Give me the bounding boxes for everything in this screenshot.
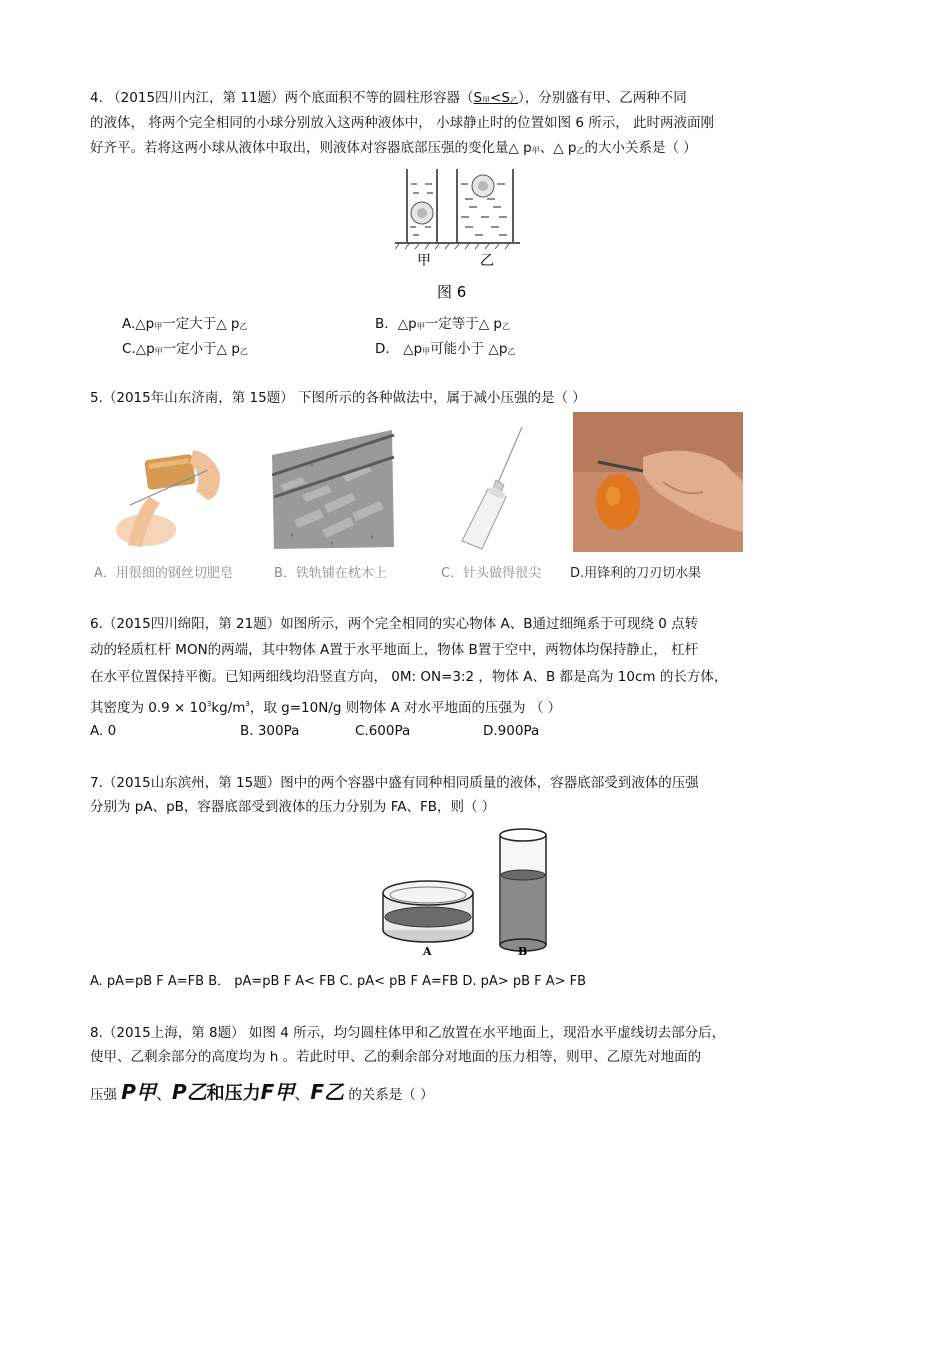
- q4-option-c: C.△p甲一定小于△ p乙: [122, 341, 248, 357]
- q6-option-c: C.600Pa: [355, 723, 411, 739]
- q5-caption-c: C．针头做得很尖: [441, 566, 542, 581]
- container-a: [383, 881, 473, 942]
- q5-line1: 5.（2015年山东济南，第 15题） 下图所示的各种做法中，属于减小压强的是（ ）: [90, 390, 586, 406]
- q6-option-b: B. 300Pa: [240, 723, 300, 739]
- container-b: [500, 829, 546, 951]
- q8-line3: 压强 P甲、P乙和压力F甲、F乙 的关系是（ ）: [90, 1080, 434, 1104]
- q8-line2: 使甲、乙剩余部分的高度均为 h 。若此时甲、乙的剩余部分对地面的压力相等，则甲、乙原先对地面的: [90, 1049, 702, 1065]
- q6-line2: 动的轻质杠杆 MON的两端，其中物体 A置于水平地面上，物体 B置于空中，两物体均保持静止， 杠杆: [90, 642, 699, 658]
- q4-line3: 好齐平。若将这两小球从液体中取出，则液体对容器底部压强的变化量△ p甲、△ p乙的大小关系是（ ）: [90, 140, 697, 156]
- image-cutting-soap: [108, 435, 233, 550]
- q4-line2: 的液体， 将两个完全相同的小球分别放入这两种液体中， 小球静止时的位置如图 6 所示， 此时两液面刚: [90, 115, 715, 131]
- q7-line1: 7.（2015山东滨州，第 15题）图中的两个容器中盛有同种相同质量的液体，容器底部受到液体的压强: [90, 775, 699, 791]
- fig7-label-a: A: [423, 945, 432, 958]
- q4-option-b: B．△p甲一定等于△ p乙: [375, 316, 510, 332]
- figure-6-containers: [395, 165, 525, 305]
- q8-line1: 8.（2015上海，第 8题） 如图 4 所示，均匀圆柱体甲和乙放置在水平地面上，现沿水平虚线切去部分后，: [90, 1025, 726, 1041]
- container-jia: [407, 169, 437, 242]
- q5-caption-b: B．铁轨铺在枕木上: [274, 566, 387, 581]
- q4-line1: 4. （2015四川内江，第 11题）两个底面积不等的圆柱形容器（S甲<S乙），分别盛有甲、乙两种不同: [90, 90, 687, 106]
- q7-line2: 分别为 pA、pB，容器底部受到液体的压力分别为 FA、FB，则（ ）: [90, 799, 496, 815]
- figure-q7-containers: [378, 825, 558, 960]
- q6-line4: 其密度为 $0.9 \times 10^3kg/m^3$，取 g=10N/g 则物体 A 对水平地面的压强为 （ ）: [90, 700, 562, 716]
- q6-option-d: D.900Pa: [483, 723, 540, 739]
- fig6-caption: 图 6: [437, 283, 467, 301]
- fig6-label-jia: 甲: [417, 253, 431, 269]
- q6-option-a: A. 0: [90, 723, 117, 739]
- q6-line3: 在水平位置保持平衡。已知两细线均沿竖直方向， 0M: ON=3:2 ，物体 A、B 都是高为 10cm 的长方体，: [90, 669, 728, 685]
- fig6-label-yi: 乙: [480, 253, 494, 269]
- image-knife-fruit: [573, 412, 743, 552]
- q7-options: A. pA=pB F A=FB B． pA=pB F A< FB C. pA< pB F A=FB D. pA> pB F A> FB: [90, 974, 587, 989]
- q5-caption-a: A．用很细的钢丝切肥皂: [94, 566, 233, 581]
- q4-option-d: D． △p甲可能小于 △p乙: [375, 341, 516, 357]
- container-yi: [457, 169, 513, 242]
- fig7-label-b: B: [518, 945, 528, 958]
- q4-option-a: A.△p甲一定大于△ p乙: [122, 316, 248, 332]
- q5-caption-d: D.用锋利的刀刃切水果: [570, 566, 702, 581]
- q6-line1: 6.（2015四川绵阳，第 21题）如图所示，两个完全相同的实心物体 A、B通过细绳系于可现绕 0 点转: [90, 616, 699, 632]
- image-rail-track: [272, 425, 397, 550]
- image-needle: [440, 425, 540, 550]
